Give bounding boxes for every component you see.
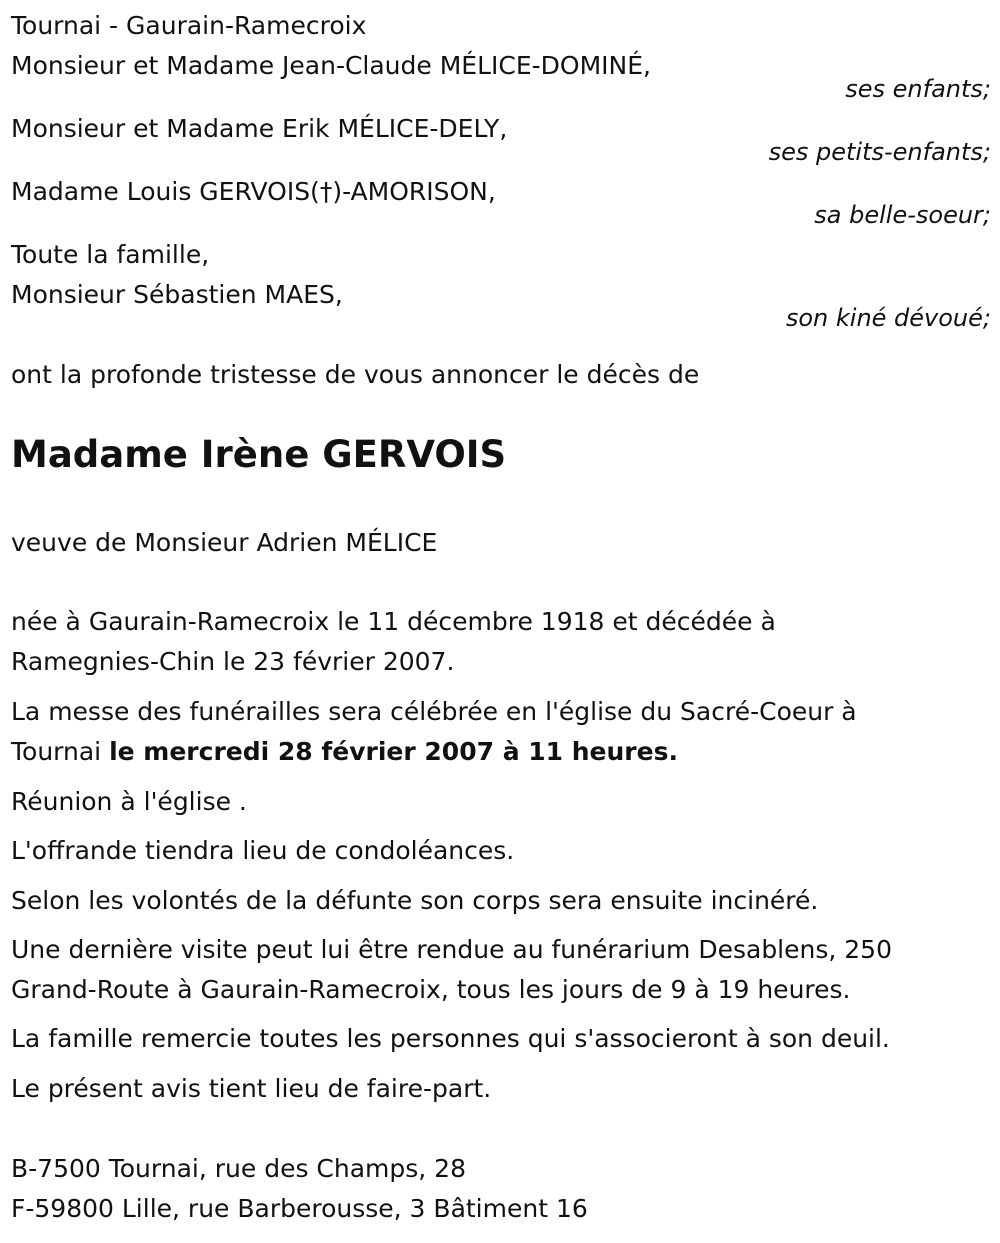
family-member-3-name: Madame Louis GERVOIS(†)-AMORISON, bbox=[11, 177, 496, 206]
incineration-line: Selon les volontés de la défunte son corps sera ensuite incinéré. bbox=[11, 886, 819, 915]
birth-line-1: née à Gaurain-Ramecroix le 11 décembre 1918 et décédée à bbox=[11, 607, 776, 636]
family-member-5-name: Monsieur Sébastien MAES, bbox=[11, 280, 343, 309]
reunion-line: Réunion à l'église . bbox=[11, 787, 247, 816]
mass-date-time: le mercredi 28 février 2007 à 11 heures. bbox=[109, 737, 678, 766]
thanks-line: La famille remercie toutes les personnes qui s'associeront à son deuil. bbox=[11, 1024, 890, 1053]
location-line: Tournai - Gaurain-Ramecroix bbox=[11, 11, 367, 40]
visit-line-2: Grand-Route à Gaurain-Ramecroix, tous les jours de 9 à 19 heures. bbox=[11, 975, 851, 1004]
family-member-2-name: Monsieur et Madame Erik MÉLICE-DELY, bbox=[11, 114, 508, 143]
family-member-1-name: Monsieur et Madame Jean-Claude MÉLICE-DOMINÉ, bbox=[11, 51, 651, 80]
address-line-1: B-7500 Tournai, rue des Champs, 28 bbox=[11, 1154, 466, 1183]
offrande-line: L'offrande tiendra lieu de condoléances. bbox=[11, 836, 515, 865]
family-member-5-relation: son kiné dévoué; bbox=[785, 304, 991, 332]
notice-line: Le présent avis tient lieu de faire-part. bbox=[11, 1074, 492, 1103]
family-member-1-relation: ses enfants; bbox=[845, 75, 991, 103]
mass-line-1: La messe des funérailles sera célébrée en l'église du Sacré-Coeur à bbox=[11, 697, 857, 726]
deceased-name: Madame Irène GERVOIS bbox=[11, 433, 507, 476]
announcement-text: ont la profonde tristesse de vous annoncer le décès de bbox=[11, 360, 700, 389]
family-member-4-name: Toute la famille, bbox=[11, 240, 210, 269]
mass-line-2 bbox=[11, 732, 991, 772]
visit-line-1: Une dernière visite peut lui être rendue au funérarium Desablens, 250 bbox=[11, 935, 892, 964]
birth-line-2: Ramegnies-Chin le 23 février 2007. bbox=[11, 647, 455, 676]
address-line-2: F-59800 Lille, rue Barberousse, 3 Bâtiment 16 bbox=[11, 1194, 588, 1223]
mass-location: Tournai bbox=[11, 737, 110, 766]
widow-of-line: veuve de Monsieur Adrien MÉLICE bbox=[11, 528, 438, 557]
family-member-3-relation: sa belle-soeur; bbox=[814, 201, 991, 229]
family-member-2-relation: ses petits-enfants; bbox=[768, 138, 991, 166]
